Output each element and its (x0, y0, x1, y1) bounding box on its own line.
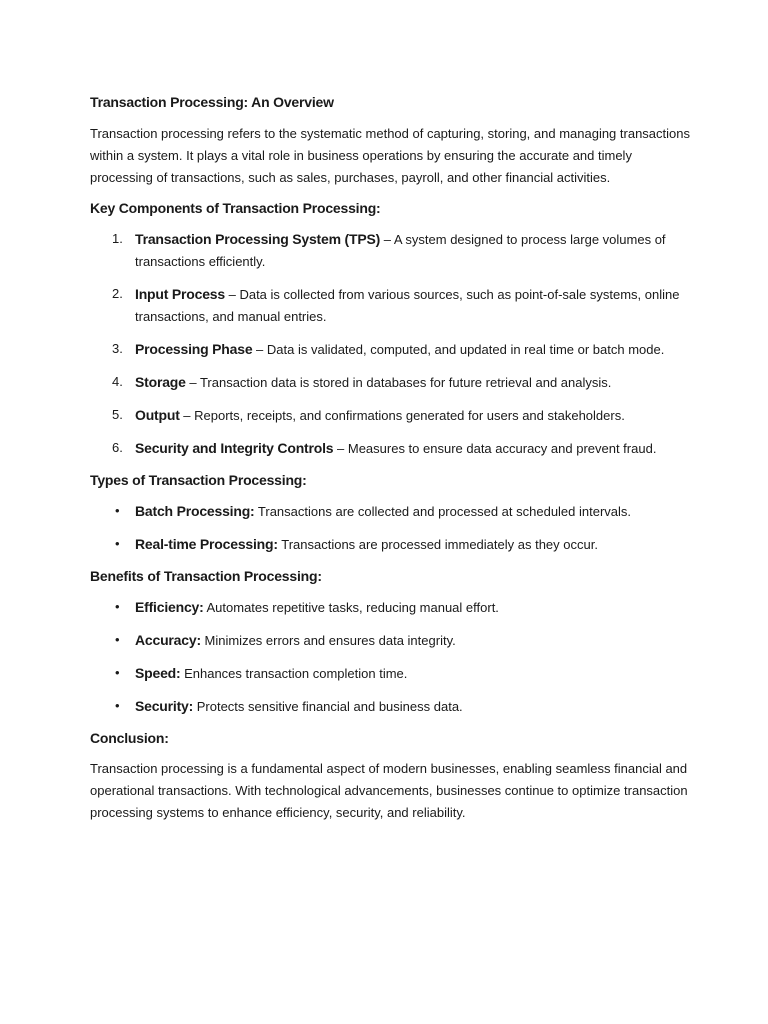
list-item-separator: – (224, 287, 240, 302)
bullet-icon: • (115, 632, 120, 647)
benefits-list (90, 596, 690, 718)
list-item (90, 437, 690, 460)
list-item-description: A system designed to process large volumes of transactions efficiently. (135, 232, 666, 269)
list-item (90, 338, 690, 361)
types-list (90, 500, 690, 556)
list-item-description: Reports, receipts, and confirmations generated for users and stakeholders. (194, 408, 625, 423)
list-item-separator: – (185, 375, 200, 390)
list-item-term: Efficiency: (135, 599, 204, 615)
document-title: Transaction Processing: An Overview (90, 94, 334, 110)
list-item-separator: – (179, 408, 195, 423)
list-item (90, 404, 690, 427)
document-page (90, 92, 690, 824)
key-components-heading: Key Components of Transaction Processing: (90, 200, 381, 216)
list-item-term: Security: (135, 698, 194, 714)
list-item-term: Speed: (135, 665, 181, 681)
list-item-description: Transactions are collected and processed at scheduled intervals. (254, 504, 632, 519)
list-item-number: 6. (112, 440, 123, 455)
bullet-icon: • (115, 665, 120, 680)
list-item (90, 283, 690, 328)
list-item-term: Processing Phase (135, 341, 253, 357)
key-components-list (90, 228, 690, 460)
list-item-separator: – (252, 342, 267, 357)
list-item-term: Batch Processing: (135, 503, 255, 519)
list-item (90, 662, 690, 685)
list-item-number: 5. (112, 407, 123, 422)
types-heading: Types of Transaction Processing: (90, 472, 307, 488)
list-item-term: Accuracy: (135, 632, 201, 648)
list-item (90, 533, 690, 556)
intro-paragraph: Transaction processing refers to the systematic method of capturing, storing, and managing transactions within a system. It plays a vital role in business operations by ensuring the accurate and timely processing of transactions, such as sales, purchases, payroll, and other financial activities. (90, 126, 690, 185)
list-item-description: Minimizes errors and ensures data integrity. (200, 633, 456, 648)
bullet-icon: • (115, 536, 120, 551)
list-item (90, 228, 690, 273)
list-item-description: Data is collected from various sources, such as point-of-sale systems, online transactions, and manual entries. (135, 287, 680, 324)
list-item-term: Output (135, 407, 180, 423)
list-item-number: 4. (112, 374, 123, 389)
list-item (90, 596, 690, 619)
list-item (90, 500, 690, 523)
conclusion-paragraph: Transaction processing is a fundamental aspect of modern businesses, enabling seamless financial and operational transactions. With technological advancements, businesses continue to optimize transaction processing systems to enhance efficiency, security, and reliability. (90, 761, 688, 820)
list-item-number: 1. (112, 231, 123, 246)
list-item-description: Automates repetitive tasks, reducing manual effort. (203, 600, 499, 615)
list-item-number: 2. (112, 286, 123, 301)
list-item-description: Enhances transaction completion time. (180, 666, 408, 681)
list-item (90, 695, 690, 718)
conclusion-heading: Conclusion: (90, 730, 169, 746)
list-item-term: Transaction Processing System (TPS) (135, 231, 381, 247)
list-item-description: Measures to ensure data accuracy and prevent fraud. (347, 441, 657, 456)
list-item-description: Data is validated, computed, and updated in real time or batch mode. (266, 342, 665, 357)
list-item (90, 629, 690, 652)
list-item-term: Input Process (135, 286, 225, 302)
bullet-icon: • (115, 599, 120, 614)
list-item (90, 371, 690, 394)
bullet-icon: • (115, 503, 120, 518)
list-item-term: Security and Integrity Controls (135, 440, 334, 456)
list-item-number: 3. (112, 341, 123, 356)
list-item-term: Real-time Processing: (135, 536, 278, 552)
list-item-separator: – (333, 441, 348, 456)
benefits-heading: Benefits of Transaction Processing: (90, 568, 322, 584)
list-item-description: Transactions are processed immediately as they occur. (277, 537, 598, 552)
list-item-description: Transaction data is stored in databases for future retrieval and analysis. (199, 375, 612, 390)
list-item-term: Storage (135, 374, 186, 390)
list-item-description: Protects sensitive financial and business data. (193, 699, 463, 714)
list-item-separator: – (380, 232, 394, 247)
bullet-icon: • (115, 698, 120, 713)
